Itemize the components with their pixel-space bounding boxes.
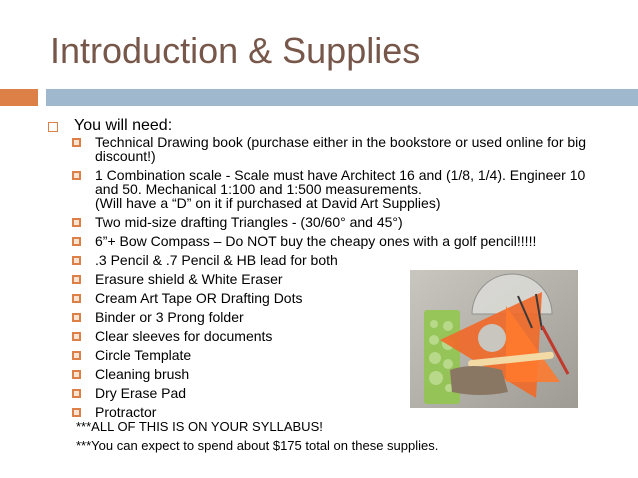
hollow-square-bullet-icon xyxy=(48,122,58,132)
supply-item-text: Binder or 3 Prong folder xyxy=(95,309,244,325)
supply-item-text: Two mid-size drafting Triangles - (30/60° and 45°) xyxy=(95,214,403,230)
square-bullet-icon xyxy=(72,332,81,341)
square-bullet-icon xyxy=(72,218,81,227)
supply-list-item xyxy=(72,135,612,163)
accent-bar xyxy=(0,89,38,106)
level1-bullet-text: You will need: xyxy=(74,117,173,134)
slide-title: Introduction & Supplies xyxy=(50,30,421,71)
supply-list-item xyxy=(72,215,612,229)
square-bullet-icon xyxy=(72,370,81,379)
supply-item-text: 6”+ Bow Compass – Do NOT buy the cheapy ones with a golf pencil!!!!! xyxy=(95,233,537,249)
square-bullet-icon xyxy=(72,171,81,180)
square-bullet-icon xyxy=(72,313,81,322)
supply-item-text: Clear sleeves for documents xyxy=(95,328,273,344)
square-bullet-icon xyxy=(72,237,81,246)
supply-item-text: Technical Drawing book (purchase either in the bookstore or used online for big xyxy=(95,134,587,150)
drafting-supplies-photo xyxy=(410,270,578,408)
supply-item-text: (Will have a “D” on it if purchased at David Art Supplies) xyxy=(95,195,441,211)
syllabus-note: ***ALL OF THIS IS ON YOUR SYLLABUS! xyxy=(76,419,323,434)
cost-note: ***You can expect to spend about $175 total on these supplies. xyxy=(76,438,439,453)
supply-item-text: 1 Combination scale - Scale must have Architect 16 and (1/8, 1/4). Engineer 10 xyxy=(95,167,586,183)
square-bullet-icon xyxy=(72,389,81,398)
supply-list-item xyxy=(72,234,612,248)
square-bullet-icon xyxy=(72,408,81,417)
square-bullet-icon xyxy=(72,294,81,303)
supply-item-text: Cleaning brush xyxy=(95,366,190,382)
supply-item-text: discount!) xyxy=(95,148,156,164)
supply-list-item xyxy=(72,253,612,267)
supply-item-text: Protractor xyxy=(95,404,157,420)
drafting-supplies-illustration xyxy=(410,270,578,408)
supply-list-item xyxy=(72,168,612,210)
supply-item-text: .3 Pencil & .7 Pencil & HB lead for both xyxy=(95,252,338,268)
brush-bristles-shape xyxy=(450,366,508,395)
supply-item-text: Erasure shield & White Eraser xyxy=(95,271,283,287)
title-underline-bar xyxy=(46,89,638,106)
supply-item-text: Dry Erase Pad xyxy=(95,385,187,401)
supply-item-text: and 50. Mechanical 1:100 and 1:500 measurements. xyxy=(95,181,422,197)
supply-item-text: Cream Art Tape OR Drafting Dots xyxy=(95,290,303,306)
square-bullet-icon xyxy=(72,256,81,265)
square-bullet-icon xyxy=(72,351,81,360)
supply-item-text: Circle Template xyxy=(95,347,192,363)
square-bullet-icon xyxy=(72,138,81,147)
square-bullet-icon xyxy=(72,275,81,284)
